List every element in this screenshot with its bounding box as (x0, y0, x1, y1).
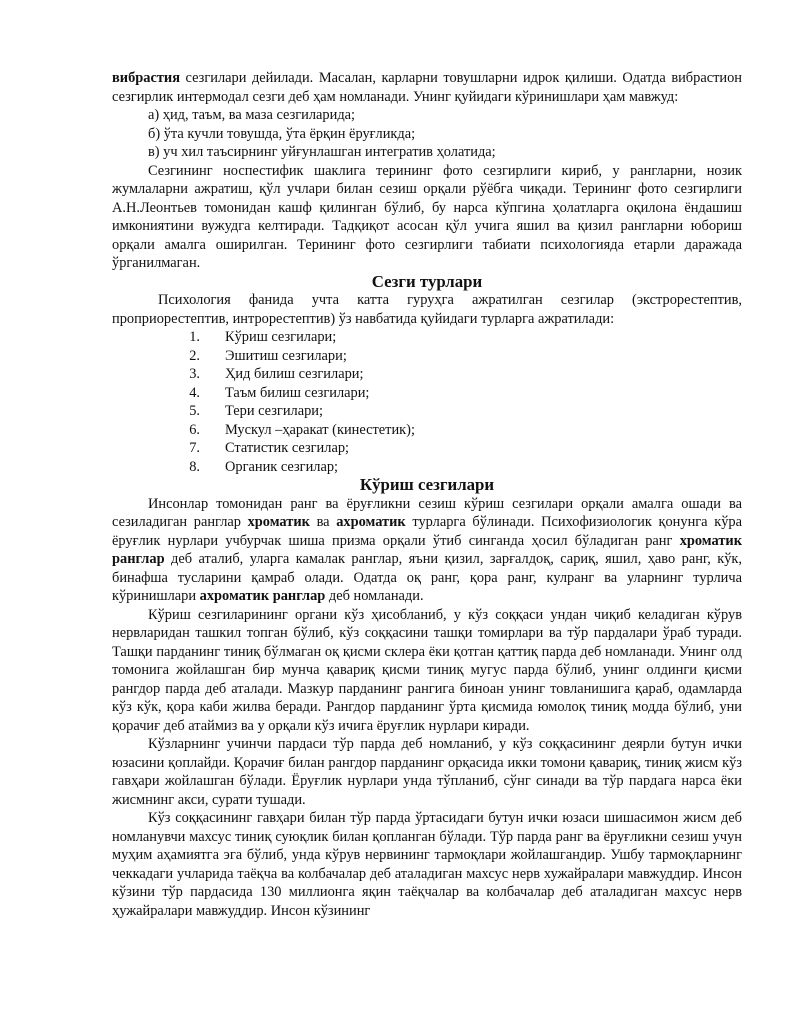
paragraph-types-intro: Психология фанида учта катта гуруҳга ажратилган сезгилар (экстрорестептив, проприорестептив, интрорестептив) ўз навбатида қуйидаги турларга ажратилади: (112, 292, 742, 327)
paragraph-lens: Кўз соққасининг гавҳари билан тўр парда ўртасидаги бутун ички юзаси шишасимон жисм деб номланувчи махсус тиниқ суюқлик билан қопланган бўлади. Тўр парда ранг ва ёруғликни сезиш учун муҳим аҳамиятга эга бўлиб, унда кўрув нервининг тармоқлари жойлашгандир. Ушбу тармоқларнинг чеккадаги учларида таёқча ва колбачалар деб аталадиган махсус нерв хужайралари мавжуддир. Инсон кўзини тўр пардасида 130 миллионга яқин таёқчалар ва колбачалар деб аталадиган махсус нерв ҳужайралари мавжуддир. Инсон кўзининг (112, 810, 742, 919)
term-achromatic: ахроматик (336, 514, 406, 530)
section-heading-types: Сезги турлари (371, 271, 483, 291)
document-page (112, 69, 742, 920)
term-chromatic: хроматик (247, 514, 310, 530)
section-heading-vision: Кўриш сезгилари (359, 475, 495, 494)
list-item: б) ўта кучли товушда, ўта ёрқин ёруғликда; (148, 125, 416, 142)
list-item: 3. Ҳид билиш сезгилари; (189, 366, 364, 382)
paragraph-skin-photo: Сезгининг носпестифик шаклига терининг фото сезгирлиги кириб, у рангларни, нозик жумлаларни ажратиш, қўл учлари билан сезиш орқали рўёбга чиқади. Терининг фото сезгирлиги А.Н.Леонтьев томонидан кашф қилинган бўлиб, бу нарса кўпгина ҳолатларга оқилона ёндашиш имкониятини вужудга келтиради. Тадқиқот асосан қўл учига яшил ва қизил рангларни юбориш орқали амалга оширилган. Терининг фото сезгирлиги табиати психологияда етарли даражада ўрганилмаган. (112, 162, 742, 271)
term-chromatic-colors: хроматик ранглар (112, 532, 742, 567)
list-item: 5. Тери сезгилари; (189, 403, 324, 419)
term-achromatic-colors: ахроматик ранглар (199, 588, 326, 604)
list-item: а) ҳид, таъм, ва маза сезгиларида; (148, 107, 356, 123)
paragraph-retina: Кўзларнинг учинчи пардаси тўр парда деб номланиб, у кўз соққасининг деярли бутун ички юзасини қоплайди. Қорачиғ билан рангдор парданинг орқасида икки томони қавариқ, тиниқ жисм кўз гавҳари жойлашган бўлади. Ёруғлик нурлари унда тўпланиб, сўнг синади ва тўр пардага нарса ёки жисмнинг акси, сурати тушади. (112, 736, 742, 808)
paragraph-colors: Инсонлар томонидан ранг ва ёруғликни сезиш кўриш сезгилари орқали амалга ошади ва сезиладиган ранглар хроматик ва ахроматик турларга бўлинади. Психофизиологик қонунга кўра ёруғлик нурлари учбурчак шиша призма орқали ўтиб синганда ҳосил бўладиган ранг хроматик ранглар деб аталиб, уларга камалак ранглар, яъни қизил, зарғалдоқ, сариқ, яшил, ҳаво ранг, кўк, бинафша тусларини қамраб олади. Одатда оқ ранг, қора ранг, кулранг ва уларнинг турлича кўринишлари ахроматик ранглар деб номланади. (112, 495, 742, 604)
list-item: 6. Мускул –ҳаракат (кинестетик); (189, 421, 415, 438)
list-item: 2. Эшитиш сезгилари; (189, 347, 347, 364)
list-item: 8. Органик сезгилар; (189, 458, 339, 475)
list-item: 1. Кўриш сезгилари; (189, 329, 337, 345)
paragraph-vibrastia: вибрастия сезгилари дейилади. Масалан, карларни товушларни идрок қилиши. Одатда вибрастион сезгирлик интермодал сезги деб ҳам номланади. Унинг қуйидаги кўринишлари ҳам мавжуд: (112, 70, 742, 105)
forms-list (112, 106, 742, 162)
list-item: в) уч хил таъсирнинг уйғунлашган интегратив ҳолатида; (148, 144, 496, 160)
paragraph-eye-organ: Кўриш сезгиларининг органи кўз ҳисобланиб, у кўз соққаси ундан чиқиб келадиган кўрув нервларидан ташкил топган бўлиб, кўз соққасини ташқи томирлари ва тўр пардалари ўраб туради. Ташқи парданинг тиниқ бўлмаган оқ қисми склера ёки қотган қаттиқ парда деб номланади. Унинг олд томонига жойлашган бир мунча қавариқ қисми тиниқ мугус парда бўлиб, унинг олдинги қисми рангдор парда деб аталади. Мазкур парданинг рангига биноан унинг товланишига қараб, одамларда кўз кўк, қора каби жилва беради. Рангдор парданинг ўрта қисмида юмолоқ тиниқ модда бўлиб, уни қорачиғ деб атаймиз ва у орқали кўз ичига ёруғлик нурлари киради. (112, 606, 742, 734)
term-vibrastia: вибрастия (112, 70, 180, 86)
list-item: 7. Статистик сезгилар; (189, 440, 350, 456)
list-item: 4. Таъм билиш сезгилари; (189, 384, 370, 401)
sensation-types-list (112, 328, 742, 476)
